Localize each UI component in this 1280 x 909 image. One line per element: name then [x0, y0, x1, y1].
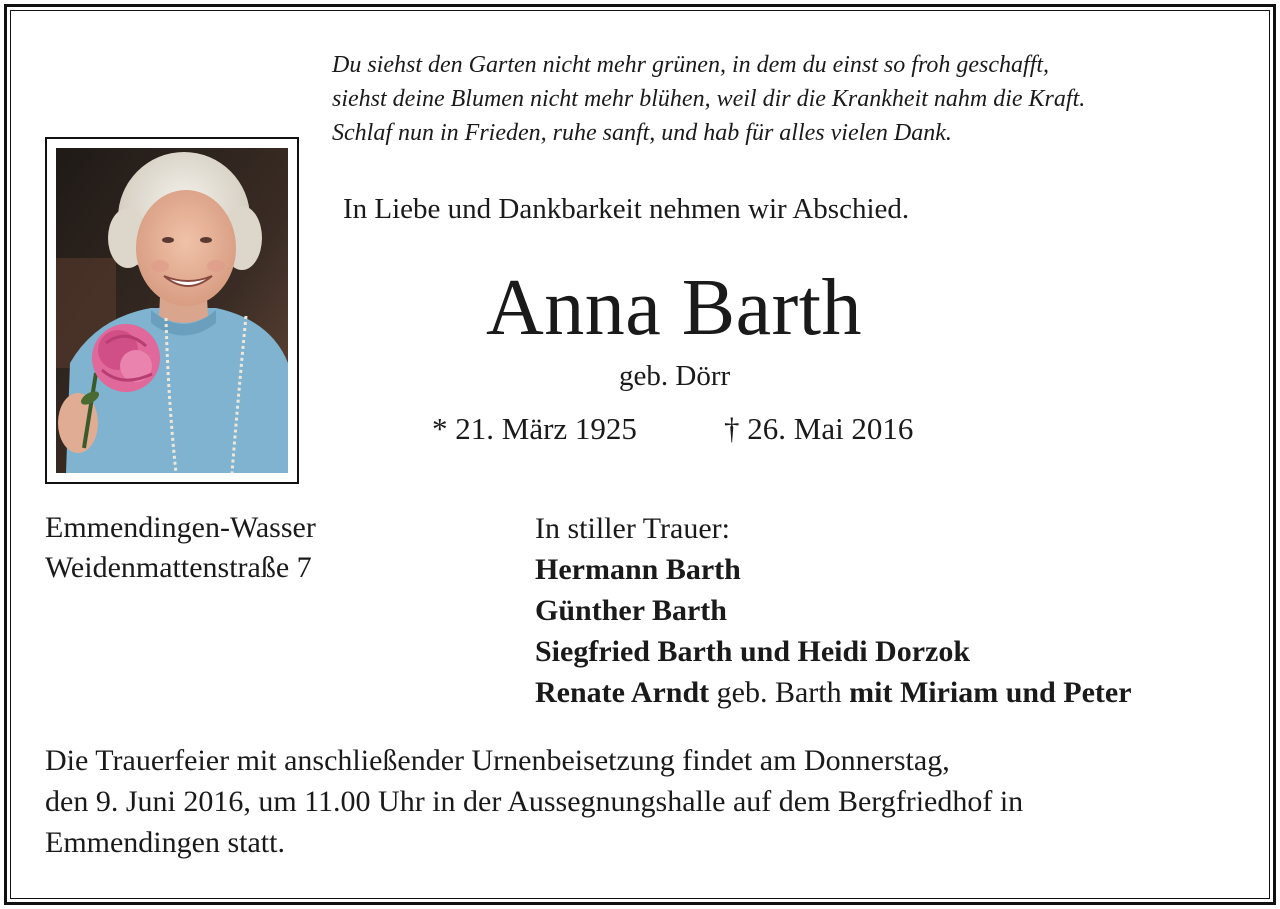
mourner-name: Siegfried Barth und Heidi Dorzok	[535, 635, 971, 668]
poem-line: siehst deine Blumen nicht mehr blühen, weil dir die Krankheit nahm die Kraft.	[332, 86, 1086, 112]
mourners-heading: In stiller Trauer:	[535, 512, 730, 545]
portrait-frame	[45, 137, 299, 484]
address-line: Weidenmattenstraße 7	[45, 551, 312, 584]
mourners-block	[535, 508, 1132, 713]
portrait-illustration	[56, 148, 288, 473]
mourner-name: Hermann Barth	[535, 553, 741, 586]
deceased-name: Anna Barth	[486, 264, 863, 352]
mourner-name: Renate Arndt	[535, 676, 710, 709]
poem-line: Du siehst den Garten nicht mehr grünen, in dem du einst so froh geschafft,	[332, 52, 1050, 78]
address-block	[45, 508, 316, 588]
service-line: Emmendingen statt.	[45, 826, 285, 859]
mourner-line	[535, 672, 1132, 713]
mourner-name: Günther Barth	[535, 594, 727, 627]
service-line: Die Trauerfeier mit anschließender Urnenbeisetzung findet am Donnerstag,	[45, 744, 950, 777]
mourner-maiden-note: geb. Barth	[709, 676, 850, 709]
poem-line: Schlaf nun in Frieden, ruhe sanft, und hab für alles vielen Dank.	[332, 120, 952, 146]
service-line: den 9. Juni 2016, um 11.00 Uhr in der Aussegnungshalle auf dem Bergfriedhof in	[45, 785, 1024, 818]
service-announcement	[45, 740, 1245, 863]
farewell-line: In Liebe und Dankbarkeit nehmen wir Abschied.	[343, 193, 910, 225]
address-line: Emmendingen-Wasser	[45, 511, 316, 544]
birth-date: * 21. März 1925	[432, 411, 637, 446]
maiden-name: geb. Dörr	[619, 360, 731, 392]
portrait-photo	[56, 148, 288, 473]
mourner-family: mit Miriam und Peter	[849, 676, 1132, 709]
memorial-poem	[332, 48, 1262, 150]
death-date: † 26. Mai 2016	[724, 411, 914, 446]
